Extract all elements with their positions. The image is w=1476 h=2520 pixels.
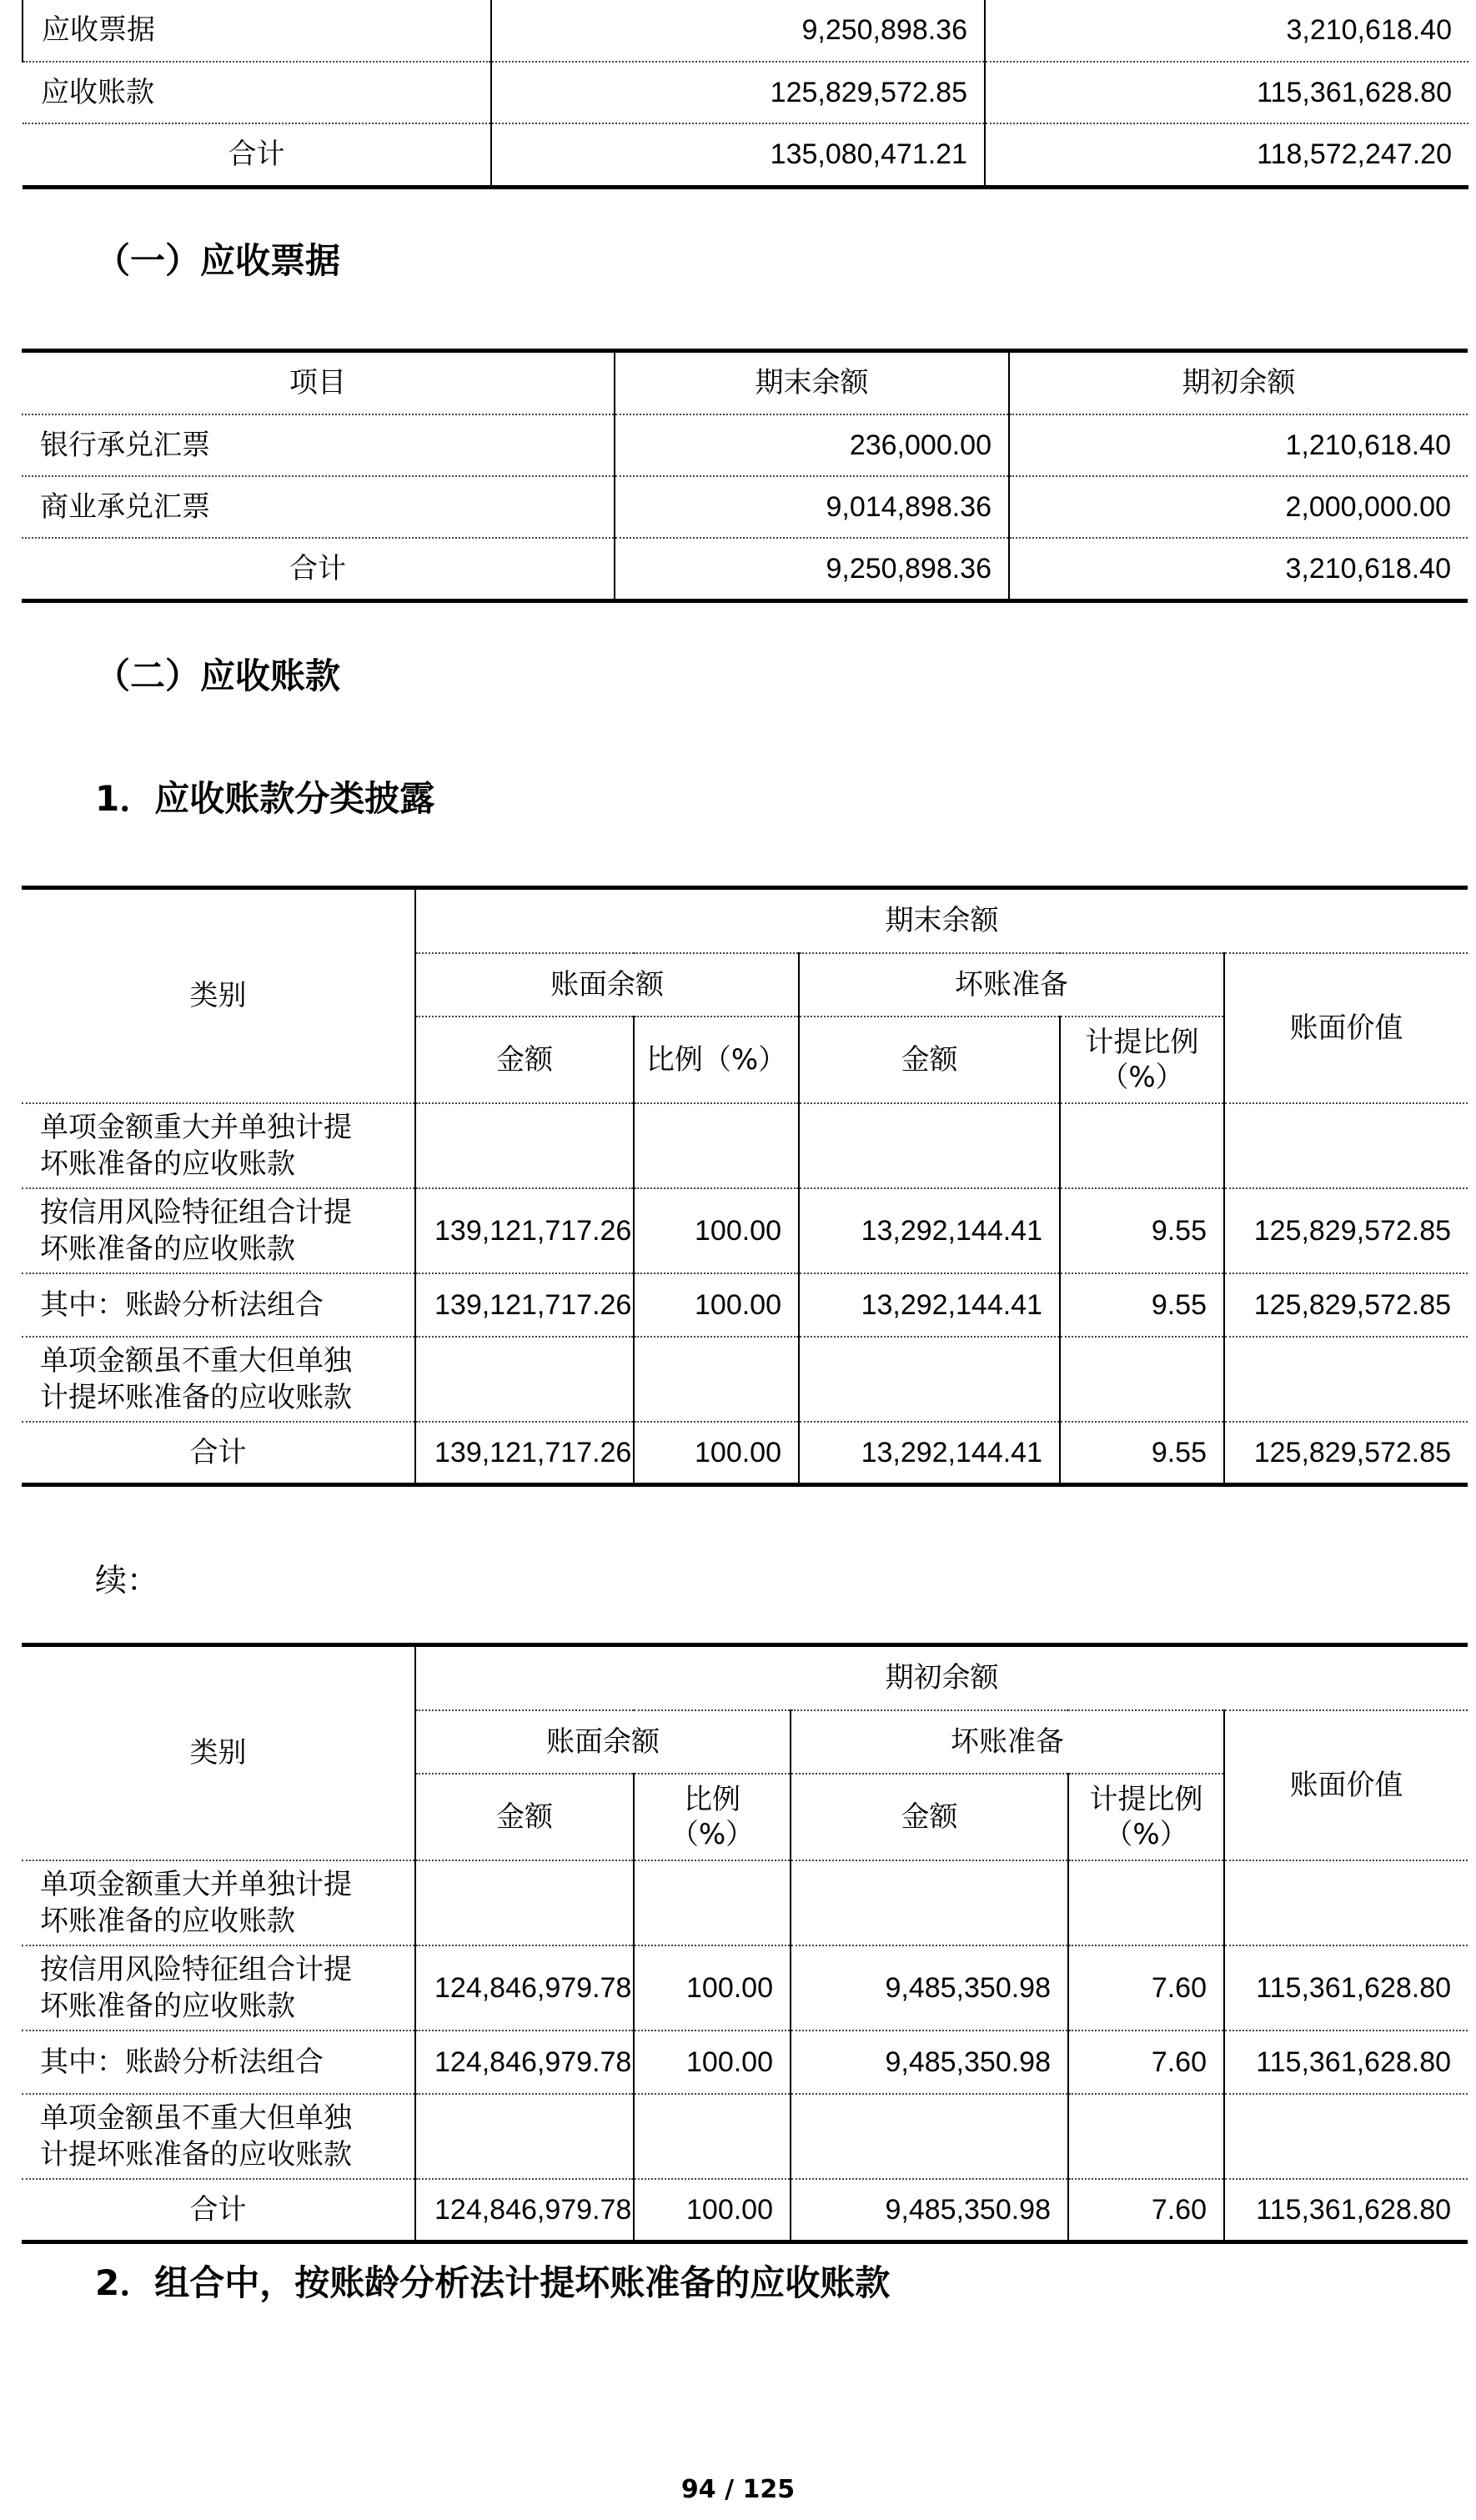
row-label	[22, 1860, 415, 1945]
table-header-row	[22, 1645, 1468, 1710]
row-label-line2: 坏账准备的应收账款	[40, 1147, 295, 1181]
bad-ratio	[1060, 1337, 1224, 1422]
header-bad-amount: 金额	[799, 1017, 1060, 1103]
row-label: 应收账款	[23, 62, 491, 123]
ratio	[634, 1103, 799, 1188]
page-total: 125	[742, 2475, 796, 2504]
end-balance: 9,014,898.36	[615, 476, 1009, 538]
book-value: 115,361,628.80	[1224, 1945, 1468, 2031]
header-amount: 金额	[415, 1774, 634, 1860]
book-value: 115,361,628.80	[1224, 2179, 1468, 2242]
bad-ratio	[1068, 2094, 1224, 2179]
row-label-line2: 坏账准备的应收账款	[40, 1989, 295, 2023]
row-label: 合计	[22, 1422, 415, 1485]
table-row	[22, 538, 1468, 601]
table-row	[22, 1273, 1468, 1337]
row-label-line1: 单项金额重大并单独计提	[40, 1110, 352, 1144]
summary-table	[22, 0, 1468, 189]
header-provision-ratio-line2: （%）	[1100, 1060, 1184, 1094]
row-label-line1: 单项金额虽不重大但单独	[40, 1343, 352, 1378]
section-heading: （一）应收票据	[95, 240, 341, 281]
subsection-heading: 2．组合中，按账龄分析法计提坏账准备的应收账款	[95, 2262, 891, 2303]
header-book-balance: 账面余额	[415, 1710, 791, 1774]
row-label	[22, 1188, 415, 1273]
book-value: 125,829,572.85	[1224, 1273, 1468, 1337]
row-label: 合计	[22, 2179, 415, 2242]
bad-ratio: 9.55	[1060, 1422, 1224, 1485]
table-row	[22, 2094, 1468, 2179]
begin-balance: 3,210,618.40	[1009, 538, 1468, 601]
book-value: 125,829,572.85	[1224, 1422, 1468, 1485]
header-book-value: 账面价值	[1224, 953, 1468, 1103]
begin-balance: 3,210,618.40	[985, 0, 1468, 62]
bad-amount: 9,485,350.98	[791, 2179, 1068, 2242]
book-value: 115,361,628.80	[1224, 2031, 1468, 2094]
header-provision-ratio	[1068, 1774, 1224, 1860]
row-label: 合计	[22, 538, 615, 601]
row-label-line1: 按信用风险特征组合计提	[40, 1952, 352, 1986]
bad-amount	[799, 1103, 1060, 1188]
amount: 139,121,717.26	[415, 1422, 634, 1485]
header-end: 期末余额	[615, 351, 1009, 414]
table-row	[22, 2179, 1468, 2242]
row-label-line2: 坏账准备的应收账款	[40, 1232, 295, 1266]
ratio: 100.00	[634, 1945, 791, 2031]
bad-amount	[799, 1337, 1060, 1422]
table-header-row	[22, 888, 1468, 953]
header-item: 项目	[22, 351, 615, 414]
bad-amount	[791, 2094, 1068, 2179]
table-row	[22, 1422, 1468, 1485]
row-label-line2: 计提坏账准备的应收账款	[40, 2137, 352, 2171]
header-amount: 金额	[415, 1017, 634, 1103]
page-number	[0, 2475, 1476, 2504]
header-begin: 期初余额	[1009, 351, 1468, 414]
amount: 124,846,979.78	[415, 2031, 634, 2094]
continued-label: 续：	[95, 1562, 159, 1599]
row-label-line1: 按信用风险特征组合计提	[40, 1195, 352, 1229]
header-ratio-line1: 比例	[684, 1782, 741, 1816]
classification-table-begin	[22, 1643, 1468, 2244]
end-balance: 125,829,572.85	[491, 62, 985, 123]
header-period: 期末余额	[415, 888, 1468, 953]
ratio: 100.00	[634, 1422, 799, 1485]
book-value	[1224, 1337, 1468, 1422]
row-label	[22, 1945, 415, 2031]
header-category: 类别	[22, 888, 415, 1103]
amount	[415, 1860, 634, 1945]
amount	[415, 1337, 634, 1422]
header-ratio	[634, 1774, 791, 1860]
amount: 139,121,717.26	[415, 1273, 634, 1337]
table-row	[22, 2031, 1468, 2094]
end-balance: 9,250,898.36	[615, 538, 1009, 601]
table-row	[22, 1337, 1468, 1422]
bad-ratio	[1060, 1103, 1224, 1188]
begin-balance: 118,572,247.20	[985, 123, 1468, 187]
bad-amount: 9,485,350.98	[791, 1945, 1068, 2031]
table-row	[23, 62, 1468, 123]
header-period: 期初余额	[415, 1645, 1468, 1710]
bad-ratio: 7.60	[1068, 2031, 1224, 2094]
end-balance: 236,000.00	[615, 414, 1009, 476]
ratio: 100.00	[634, 1188, 799, 1273]
header-bad-debt: 坏账准备	[791, 1710, 1224, 1774]
bad-amount	[791, 1860, 1068, 1945]
ratio: 100.00	[634, 2031, 791, 2094]
row-label: 应收票据	[23, 0, 491, 62]
table-row	[22, 1860, 1468, 1945]
header-provision-ratio	[1060, 1017, 1224, 1103]
book-value: 125,829,572.85	[1224, 1188, 1468, 1273]
amount	[415, 1103, 634, 1188]
section-heading: （二）应收账款	[95, 655, 341, 696]
header-provision-ratio-line1: 计提比例	[1089, 1782, 1203, 1816]
page-separator: /	[725, 2475, 735, 2504]
row-label: 合计	[23, 123, 491, 187]
ratio: 100.00	[634, 2179, 791, 2242]
row-label	[22, 2094, 415, 2179]
header-ratio-line2: （%）	[670, 1817, 755, 1851]
table-row	[23, 123, 1468, 187]
header-ratio: 比例（%）	[634, 1017, 799, 1103]
table-row	[22, 1945, 1468, 2031]
row-label	[22, 1337, 415, 1422]
begin-balance: 2,000,000.00	[1009, 476, 1468, 538]
header-book-balance: 账面余额	[415, 953, 799, 1017]
header-category: 类别	[22, 1645, 415, 1860]
book-value	[1224, 2094, 1468, 2179]
header-bad-amount: 金额	[791, 1774, 1068, 1860]
book-value	[1224, 1103, 1468, 1188]
bad-ratio: 7.60	[1068, 2179, 1224, 2242]
bad-amount: 13,292,144.41	[799, 1188, 1060, 1273]
table-row	[23, 0, 1468, 62]
row-label-line1: 单项金额重大并单独计提	[40, 1867, 352, 1901]
header-provision-ratio-line1: 计提比例	[1085, 1025, 1199, 1059]
header-provision-ratio-line2: （%）	[1104, 1817, 1188, 1851]
begin-balance: 1,210,618.40	[1009, 414, 1468, 476]
row-label: 商业承兑汇票	[22, 476, 615, 538]
table-row	[22, 476, 1468, 538]
bad-ratio: 9.55	[1060, 1188, 1224, 1273]
bad-ratio	[1068, 1860, 1224, 1945]
end-balance: 135,080,471.21	[491, 123, 985, 187]
bad-amount: 13,292,144.41	[799, 1422, 1060, 1485]
bad-amount: 9,485,350.98	[791, 2031, 1068, 2094]
begin-balance: 115,361,628.80	[985, 62, 1468, 123]
row-label-line2: 坏账准备的应收账款	[40, 1904, 295, 1938]
table-row	[22, 414, 1468, 476]
amount	[415, 2094, 634, 2179]
row-label-line1: 单项金额虽不重大但单独	[40, 2101, 352, 2135]
header-book-value: 账面价值	[1224, 1710, 1468, 1860]
bad-amount: 13,292,144.41	[799, 1273, 1060, 1337]
table-row	[22, 1103, 1468, 1188]
ratio: 100.00	[634, 1273, 799, 1337]
ratio	[634, 1337, 799, 1422]
amount: 124,846,979.78	[415, 2179, 634, 2242]
row-label	[22, 1103, 415, 1188]
ratio	[634, 2094, 791, 2179]
table-row	[22, 1188, 1468, 1273]
notes-receivable-table	[22, 349, 1468, 603]
amount: 124,846,979.78	[415, 1945, 634, 2031]
end-balance: 9,250,898.36	[491, 0, 985, 62]
classification-table-end	[22, 886, 1468, 1487]
page-current: 94	[680, 2475, 716, 2504]
bad-ratio: 9.55	[1060, 1273, 1224, 1337]
amount: 139,121,717.26	[415, 1188, 634, 1273]
row-label: 其中：账龄分析法组合	[22, 1273, 415, 1337]
ratio	[634, 1860, 791, 1945]
row-label: 银行承兑汇票	[22, 414, 615, 476]
row-label: 其中：账龄分析法组合	[22, 2031, 415, 2094]
book-value	[1224, 1860, 1468, 1945]
subsection-heading: 1．应收账款分类披露	[95, 778, 435, 819]
header-bad-debt: 坏账准备	[799, 953, 1224, 1017]
row-label-line2: 计提坏账准备的应收账款	[40, 1380, 352, 1414]
table-header-row	[22, 351, 1468, 414]
bad-ratio: 7.60	[1068, 1945, 1224, 2031]
